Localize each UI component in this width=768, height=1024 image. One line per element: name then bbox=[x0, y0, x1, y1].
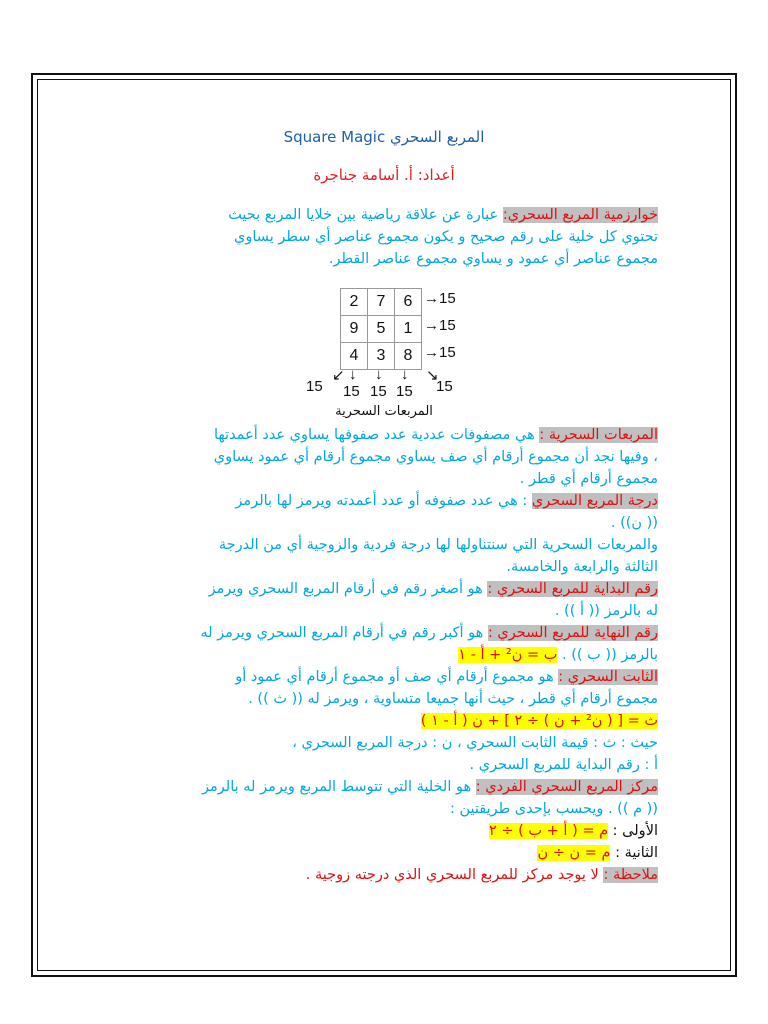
method-label: الثانية : bbox=[610, 845, 658, 861]
intro-paragraph bbox=[110, 204, 658, 270]
formula-center-second: م = ن ÷ ن bbox=[537, 845, 611, 861]
magic-square-table bbox=[340, 288, 422, 370]
def-text: هي مصفوفات عددية عدد صفوفها يساوي عدد أعمدتها bbox=[213, 427, 540, 443]
def-text: بالرمز (( ب )) . bbox=[557, 647, 658, 663]
intro-term: خوارزمية المربع السحري: bbox=[502, 207, 658, 223]
note-text: لا يوجد مركز للمربع السحري الذي درجته زوجية . bbox=[305, 867, 604, 883]
def-text: هو مجموع أرقام أي صف أو مجموع أرقام أي عمود أو bbox=[235, 669, 559, 685]
intro-line-2: تحتوي كل خلية على رقم صحيح و يكون مجموع عناصر أي سطر يساوي bbox=[233, 229, 658, 245]
intro-line-3: مجموع عناصر أي عمود و يساوي مجموع عناصر القطر. bbox=[328, 251, 658, 267]
magic-square-cell: 8 bbox=[395, 343, 422, 370]
def-text: : هي عدد صفوفه أو عدد أعمدته ويرمز لها بالرمز bbox=[235, 493, 532, 509]
document-title: المربع السحري Square Magic bbox=[283, 128, 485, 146]
def-text: هو أصغر رقم في أرقام المربع السحري ويرمز bbox=[208, 581, 488, 597]
def-text: والمربعات السحرية التي سنتناولها لها درجة فردية والزوجية أي من الدرجة bbox=[218, 537, 658, 553]
column-sum-label: 15 bbox=[396, 383, 413, 400]
def-text: هو الخلية التي تتوسط المربع ويرمز له بالرمز bbox=[202, 779, 476, 795]
magic-square-cell: 7 bbox=[368, 289, 395, 316]
method-label: الأولى : bbox=[608, 823, 658, 839]
term-order: درجة المربع السحري bbox=[531, 493, 658, 509]
column-sum-label: 15 bbox=[343, 383, 360, 400]
def-text: مجموع أرقام أي قطر ، حيث أنها جميعا متساوية ، ويرمز له (( ث )) . bbox=[248, 691, 658, 707]
def-text: مجموع أرقام أي قطر . bbox=[519, 471, 658, 487]
magic-square-cell: 4 bbox=[341, 343, 368, 370]
def-text: (( ن)) . bbox=[610, 515, 658, 531]
row-sum-label: →15 bbox=[424, 290, 456, 307]
magic-square-cell: 6 bbox=[395, 289, 422, 316]
term-center: مركز المربع السحري الفردي : bbox=[475, 779, 658, 795]
term-start-number: رقم البداية للمربع السحري : bbox=[487, 581, 658, 597]
diagonal-arrow-icon: ↙ bbox=[332, 367, 345, 384]
term-magic-constant: الثابت السحري : bbox=[558, 669, 658, 685]
def-text: حيث : ث : قيمة الثابت السحري ، ن : درجة المربع السحري ، bbox=[292, 735, 658, 751]
formula-end-number: ب = ن² + أ - ١ bbox=[458, 647, 558, 663]
formula-center-first: م = ( أ + ب ) ÷ ٢ bbox=[488, 823, 609, 839]
column-sum-label: 15 bbox=[436, 378, 453, 395]
def-text: هو أكبر رقم في أرقام المربع السحري ويرمز له bbox=[200, 625, 488, 641]
formula-magic-constant: ث = [ ( ن² + ن ) ÷ ٢ ] + ن ( أ - ١ ) bbox=[420, 713, 658, 729]
down-arrow-icon: ↓ bbox=[349, 366, 357, 383]
magic-square-cell: 3 bbox=[368, 343, 395, 370]
row-sum-label: →15 bbox=[424, 344, 456, 361]
author-line: أعداد: أ. أسامة جناجرة bbox=[313, 166, 455, 184]
def-text: (( م )) . ويحسب بإحدى طريقتين : bbox=[449, 801, 658, 817]
def-text: ، وفيها نجد أن مجموع أرقام أي صف يساوي مجموع أرقام أي عمود يساوي bbox=[213, 449, 658, 465]
magic-square-cell: 2 bbox=[341, 289, 368, 316]
def-text: الثالثة والرابعة والخامسة. bbox=[506, 559, 658, 575]
term-note: ملاحظة : bbox=[603, 867, 658, 883]
magic-square-row bbox=[341, 316, 422, 343]
magic-square-cell: 1 bbox=[395, 316, 422, 343]
column-sum-label: 15 bbox=[306, 378, 323, 395]
figure-caption: المربعات السحرية bbox=[335, 404, 433, 419]
def-text: أ : رقم البداية للمربع السحري . bbox=[469, 757, 658, 773]
diagonal-arrow-icon: ↘ bbox=[426, 367, 439, 384]
definitions-section bbox=[110, 424, 658, 886]
term-magic-squares: المربعات السحرية : bbox=[539, 427, 658, 443]
down-arrow-icon: ↓ bbox=[375, 366, 383, 383]
magic-square-cell: 5 bbox=[368, 316, 395, 343]
row-sum-label: →15 bbox=[424, 317, 456, 334]
magic-square-row bbox=[341, 289, 422, 316]
magic-square-cell: 9 bbox=[341, 316, 368, 343]
def-text: له بالرمز (( أ )) . bbox=[554, 603, 658, 619]
intro-line-1: عبارة عن علاقة رياضية بين خلايا المربع بحيث bbox=[228, 207, 503, 223]
column-sum-label: 15 bbox=[370, 383, 387, 400]
down-arrow-icon: ↓ bbox=[401, 366, 409, 383]
term-end-number: رقم النهاية للمربع السحري : bbox=[487, 625, 658, 641]
